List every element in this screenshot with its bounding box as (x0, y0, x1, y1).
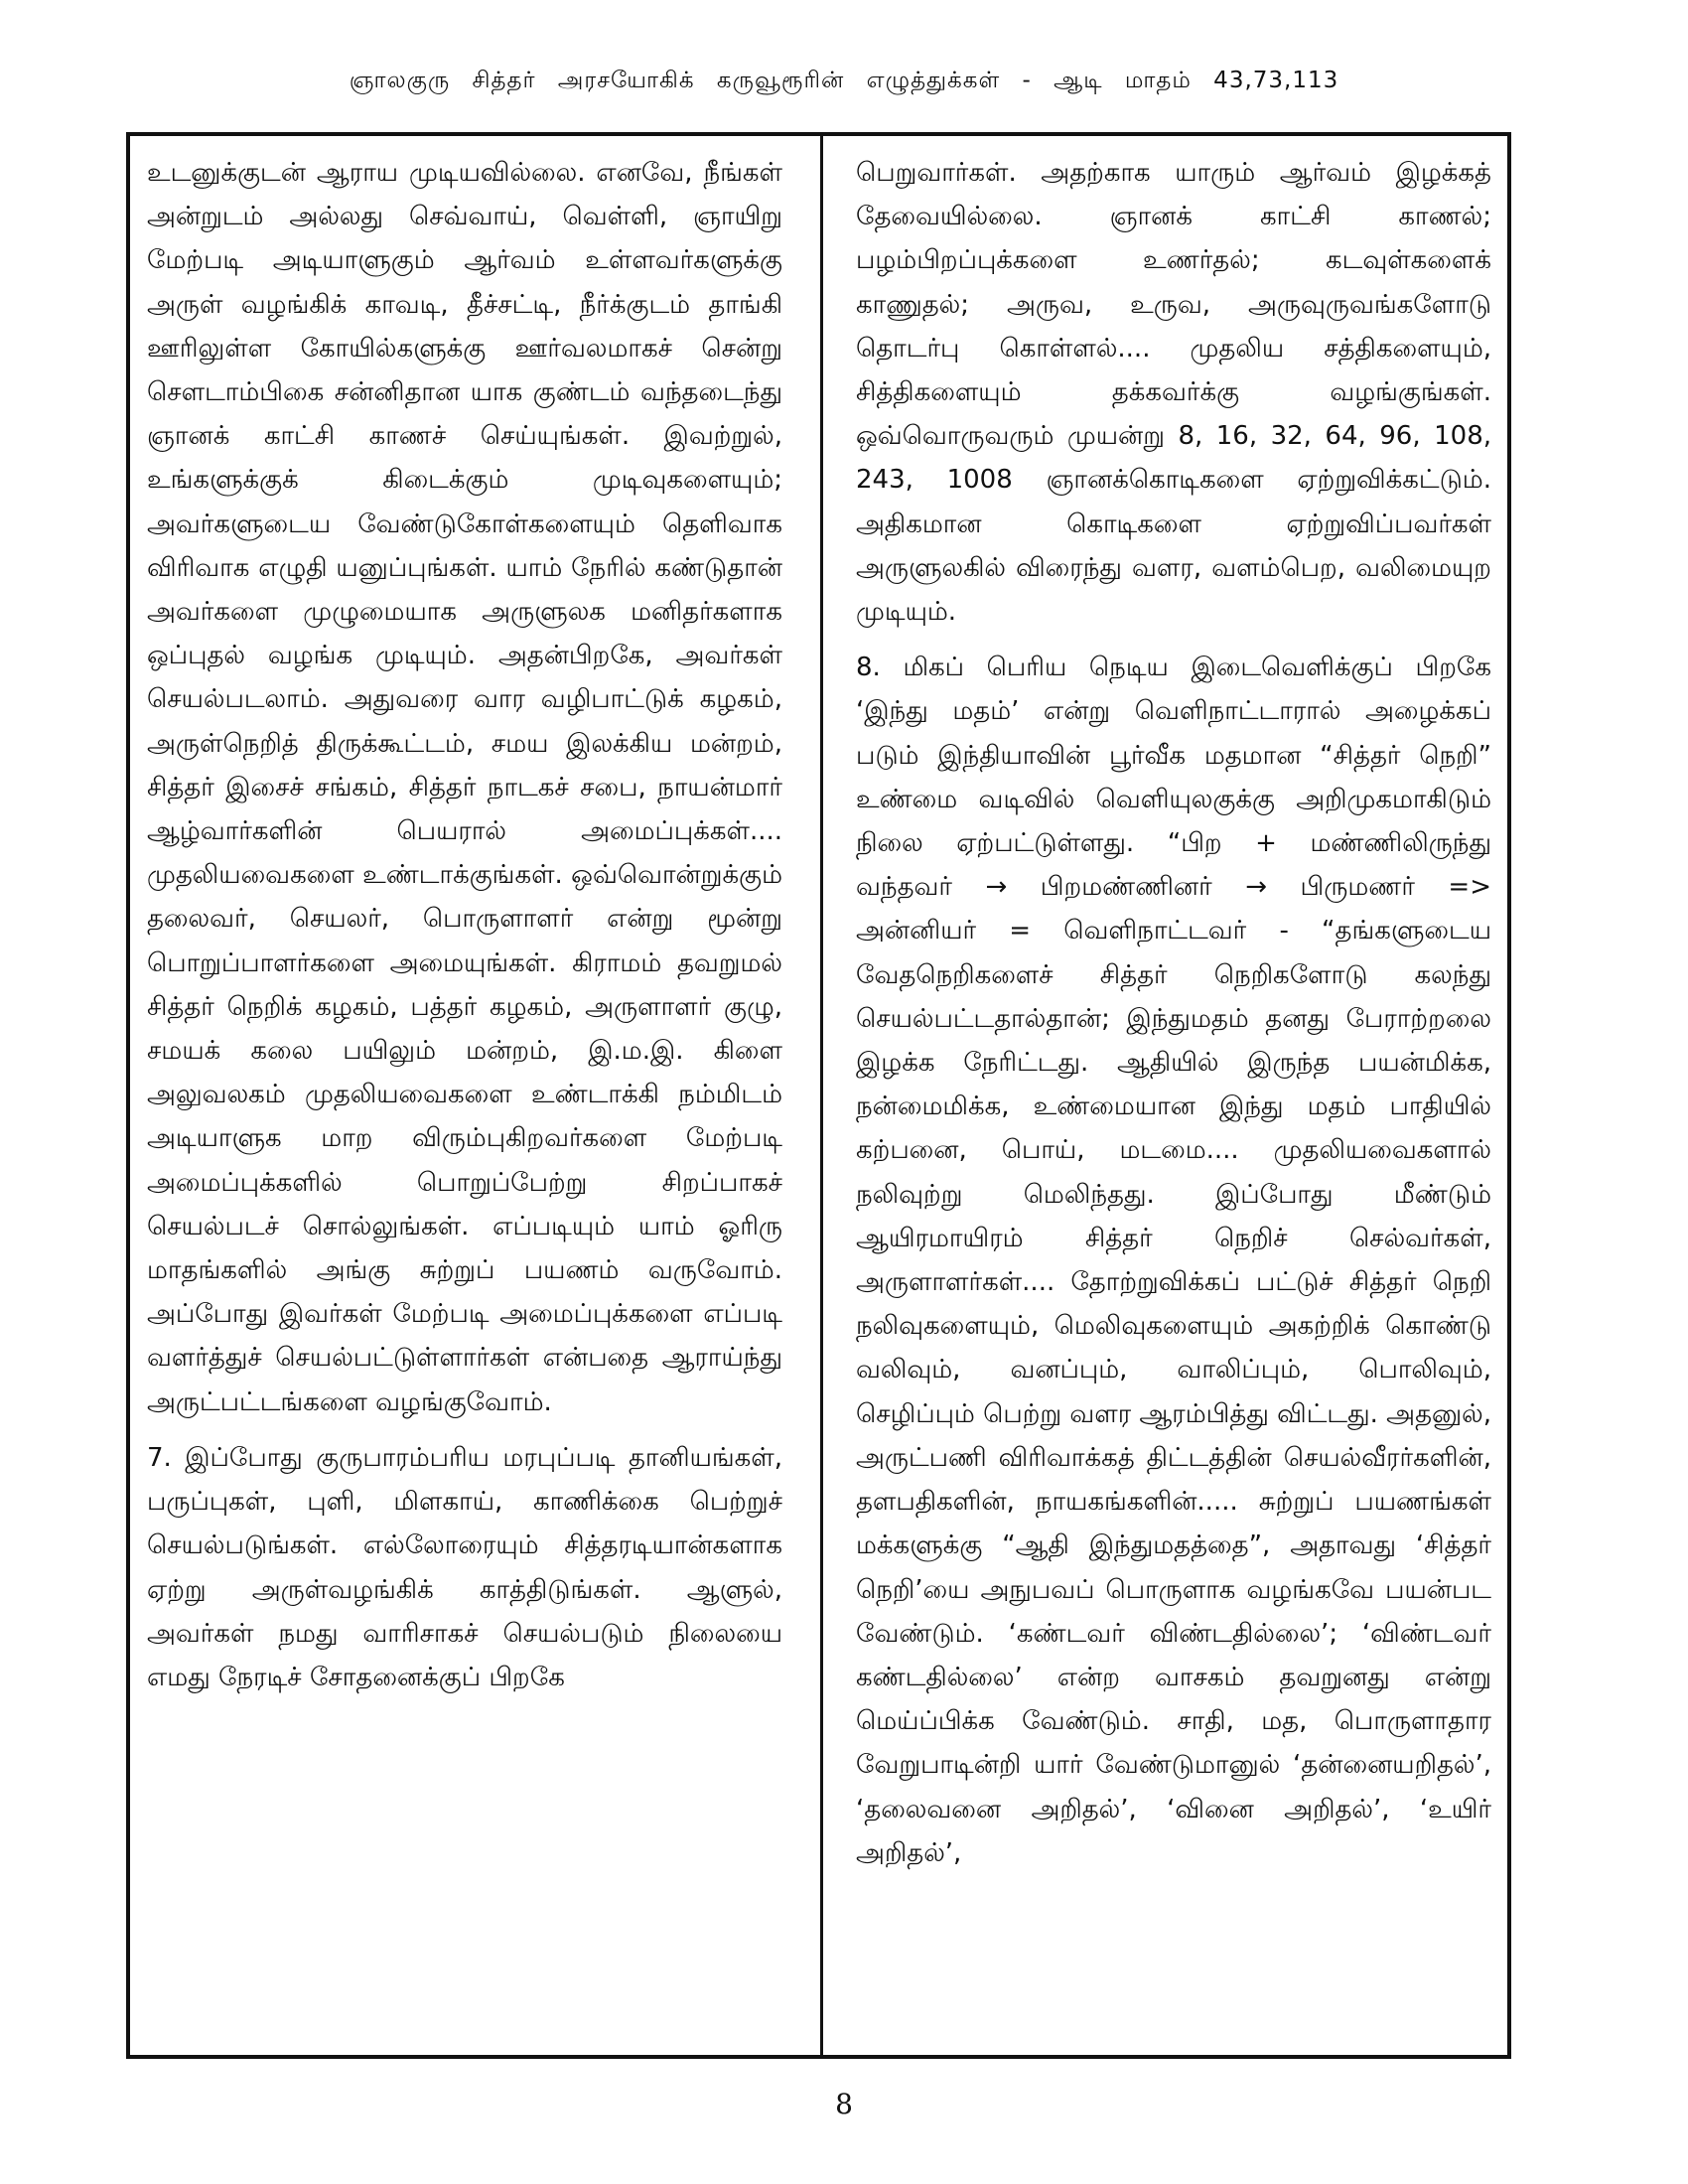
right-column (856, 151, 1491, 1875)
column-divider (820, 132, 823, 2059)
left-paragraph-1: உடனுக்குடன் ஆராய முடியவில்லை. எனவே, நீங்கள் அன்றுடம் அல்லது செவ்வாய், வெள்ளி, ஞாயிறு மேற்படி அடியாளுகும் ஆர்வம் உள்ளவர்களுக்கு அருள் வழங்கிக் காவடி, தீச்சட்டி, நீர்க்குடம் தாங்கி ஊரிலுள்ள கோயில்களுக்கு ஊர்வலமாகச் சென்று சௌடாம்பிகை சன்னிதான யாக குண்டம் வந்தடைந்து ஞானக் காட்சி காணச் செய்யுங்கள். இவற்றுல், உங்களுக்குக் கிடைக்கும் முடிவுகளையும்; அவர்களுடைய வேண்டுகோள்களையும் தெளிவாக விரிவாக எழுதி யனுப்புங்கள். யாம் நேரில் கண்டுதான் அவர்களை முழுமையாக அருளுலக மனிதர்களாக ஒப்புதல் வழங்க முடியும். அதன்பிறகே, அவர்கள் செயல்படலாம். அதுவரை வார வழிபாட்டுக் கழகம், அருள்நெறித் திருக்கூட்டம், சமய இலக்கிய மன்றம், சித்தர் இசைச் சங்கம், சித்தர் நாடகச் சபை, நாயன்மார் ஆழ்வார்களின் பெயரால் அமைப்புக்கள்.... முதலியவைகளை உண்டாக்குங்கள். ஒவ்வொன்றுக்கும் தலைவர், செயலர், பொருளாளர் என்று மூன்று பொறுப்பாளர்களை அமையுங்கள். கிராமம் தவறுமல் சித்தர் நெறிக் கழகம், பத்தர் கழகம், அருளாளர் குழு, சமயக் கலை பயிலும் மன்றம், இ.ம.இ. கிளை அலுவலகம் முதலியவைகளை உண்டாக்கி நம்மிடம் அடியாளுக மாற விரும்புகிறவர்களை மேற்படி அமைப்புக்களில் பொறுப்பேற்று சிறப்பாகச் செயல்படச் சொல்லுங்கள். எப்படியும் யாம் ஓரிரு மாதங்களில் அங்கு சுற்றுப் பயணம் வருவோம். அப்போது இவர்கள் மேற்படி அமைப்புக்களை எப்படி வளர்த்துச் செயல்பட்டுள்ளார்கள் என்பதை ஆராய்ந்து அருட்பட்டங்களை வழங்குவோம். (147, 158, 782, 1417)
page-number: 8 (835, 2088, 853, 2120)
right-paragraph-2: 8. மிகப் பெரிய நெடிய இடைவெளிக்குப் பிறகே ‘இந்து மதம்’ என்று வெளிநாட்டாரால் அழைக்கப் படும் இந்தியாவின் பூர்வீக மதமான “சித்தர் நெறி” உண்மை வடிவில் வெளியுலகுக்கு அறிமுகமாகிடும் நிலை ஏற்பட்டுள்ளது. “பிற + மண்ணிலிருந்து வந்தவர் → பிறமண்ணினர் → பிருமணர் => அன்னியர் = வெளிநாட்டவர் - “தங்களுடைய வேதநெறிகளைச் சித்தர் நெறிகளோடு கலந்து செயல்பட்டதால்தான்; இந்துமதம் தனது பேராற்றலை இழக்க நேரிட்டது. ஆதியில் இருந்த பயன்மிக்க, நன்மைமிக்க, உண்மையான இந்து மதம் பாதியில் கற்பனை, பொய், மடமை.... முதலியவைகளால் நலிவுற்று மெலிந்தது. இப்போது மீண்டும் ஆயிரமாயிரம் சித்தர் நெறிச் செல்வர்கள், அருளாளர்கள்.... தோற்றுவிக்கப் பட்டுச் சித்தர் நெறி நலிவுகளையும், மெலிவுகளையும் அகற்றிக் கொண்டு வலிவும், வனப்பும், வாலிப்பும், பொலிவும், செழிப்பும் பெற்று வளர ஆரம்பித்து விட்டது. அதனுல், அருட்பணி விரிவாக்கத் திட்டத்தின் செயல்வீரர்களின், தளபதிகளின், நாயகங்களின்..... சுற்றுப் பயணங்கள் மக்களுக்கு “ஆதி இந்துமதத்தை”, அதாவது ‘சித்தர் நெறி’யை அநுபவப் பொருளாக வழங்கவே பயன்பட வேண்டும். ‘கண்டவர் விண்டதில்லை’; ‘விண்டவர் கண்டதில்லை’ என்ற வாசகம் தவறுனது என்று மெய்ப்பிக்க வேண்டும். சாதி, மத, பொருளாதார வேறுபாடின்றி யார் வேண்டுமானுல் ‘தன்னையறிதல்’, ‘தலைவனை அறிதல்’, ‘வினை அறிதல்’, ‘உயிர் அறிதல்’, (856, 653, 1492, 1868)
right-paragraph-1: பெறுவார்கள். அதற்காக யாரும் ஆர்வம் இழக்கத் தேவையில்லை. ஞானக் காட்சி காணல்; பழம்பிறப்புக்களை உணர்தல்; கடவுள்களைக் காணுதல்; அருவ, உருவ, அருவுருவங்களோடு தொடர்பு கொள்ளல்.... முதலிய சத்திகளையும், சித்திகளையும் தக்கவர்க்கு வழங்குங்கள். ஒவ்வொருவரும் முயன்று 8, 16, 32, 64, 96, 108, 243, 1008 ஞானக்கொடிகளை ஏற்றுவிக்கட்டும். அதிகமான கொடிகளை ஏற்றுவிப்பவர்கள் அருளுலகில் விரைந்து வளர, வளம்பெற, வலிமையுற முடியும். (856, 158, 1491, 628)
page-header: ஞாலகுரு சித்தர் அரசயோகிக் கருவூரூரின் எழுத்துக்கள் - ஆடி மாதம் 43,73,113 (349, 68, 1339, 93)
left-paragraph-2: 7. இப்போது குருபாரம்பரிய மரபுப்படி தானியங்கள், பருப்புகள், புளி, மிளகாய், காணிக்கை பெற்றுச் செயல்படுங்கள். எல்லோரையும் சித்தரடியான்களாக ஏற்று அருள்வழங்கிக் காத்திடுங்கள். ஆளுல், அவர்கள் நமது வாரிசாகச் செயல்படும் நிலையை எமது நேரடிச் சோதனைக்குப் பிறகே (147, 1442, 782, 1692)
left-column (147, 151, 782, 1699)
